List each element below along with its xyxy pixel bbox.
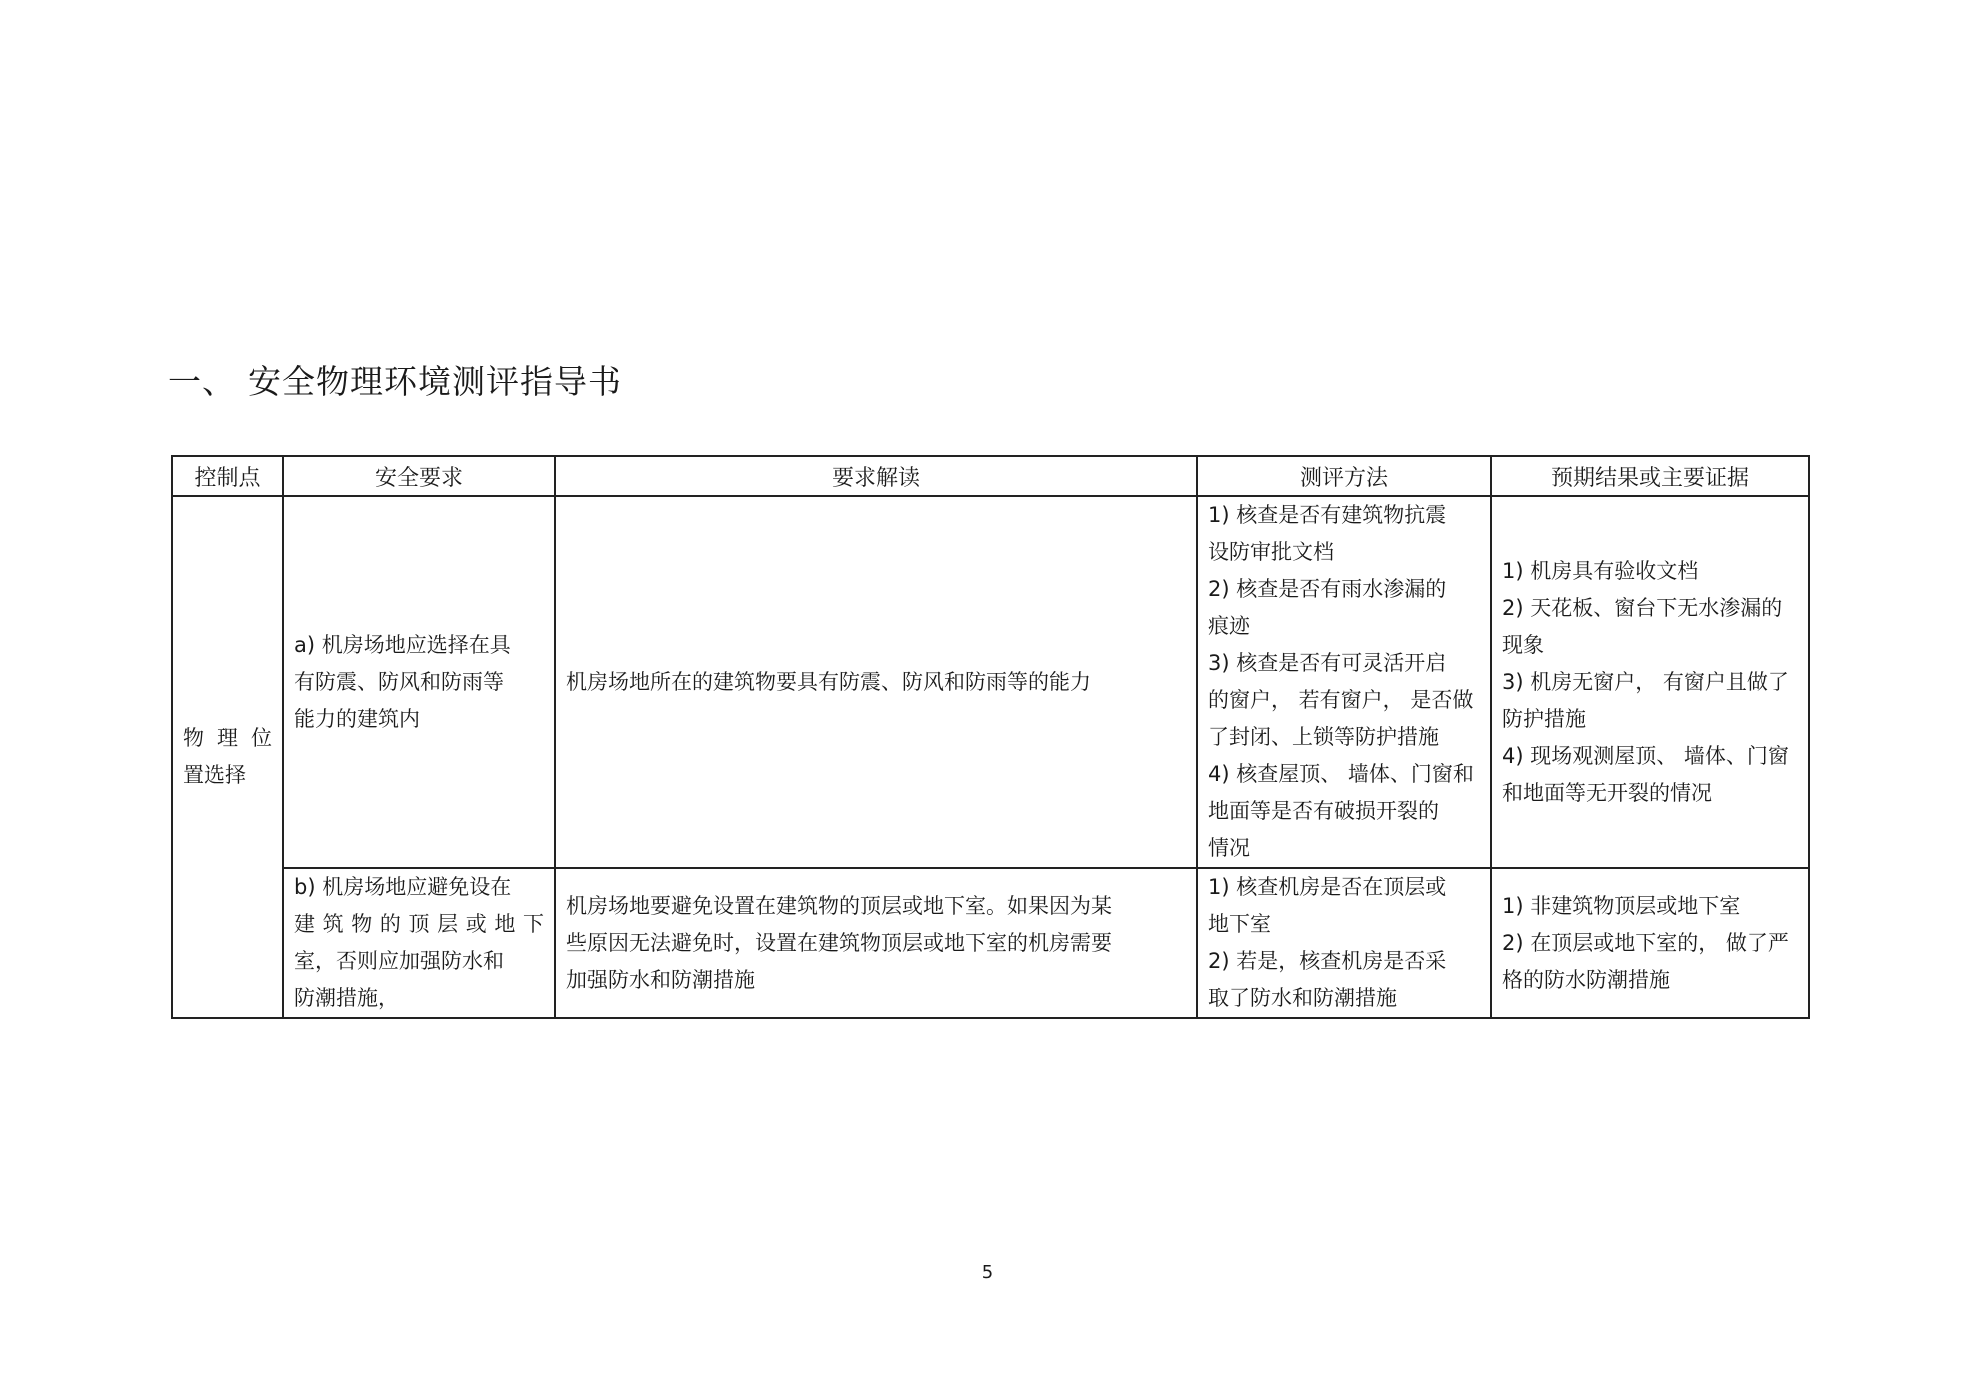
interpretation-line: 加强防水和防潮措施 <box>566 967 755 992</box>
method-line: 1) 核查机房是否在顶层或 <box>1208 875 1447 899</box>
method-line: 2) 核查是否有雨水渗漏的 <box>1208 577 1447 601</box>
evidence-line: 现象 <box>1502 632 1544 657</box>
header-evidence: 预期结果或主要证据 <box>1491 456 1809 496</box>
method-line: 1) 核查是否有建筑物抗震 <box>1208 503 1447 527</box>
method-line: 了封闭、上锁等防护措施 <box>1208 725 1439 749</box>
method-line: 痕迹 <box>1208 614 1250 638</box>
method-cell <box>1197 496 1491 868</box>
method-line: 情况 <box>1208 836 1250 860</box>
method-line: 地面等是否有破损开裂的 <box>1208 799 1439 823</box>
table-row <box>172 496 1809 868</box>
control-point-line: 置选择 <box>183 763 246 787</box>
evidence-line: 2) 在顶层或地下室的， 做了严 <box>1502 930 1789 955</box>
requirement-line: 室，否则应加强防水和 <box>294 949 504 973</box>
interpretation-line: 机房场地要避免设置在建筑物的顶层或地下室。如果因为某 <box>566 893 1112 918</box>
page-number: 5 <box>981 1262 994 1283</box>
requirements-table <box>171 455 1810 1019</box>
method-line: 2) 若是，核查机房是否采 <box>1208 949 1447 973</box>
method-line: 设防审批文档 <box>1208 540 1334 564</box>
requirement-line: 能力的建筑内 <box>294 706 420 731</box>
requirement-line: 建 筑 物 的 顶 层 或 地 下 <box>294 912 544 936</box>
method-cell <box>1197 868 1491 1018</box>
evidence-line: 3) 机房无窗户， 有窗户且做了 <box>1502 669 1789 694</box>
requirement-line: a) 机房场地应选择在具 <box>294 632 511 657</box>
section-number: 一、 <box>168 362 236 401</box>
evidence-line: 4) 现场观测屋顶、 墙体、门窗 <box>1502 743 1789 768</box>
control-point-cell <box>172 496 283 1018</box>
requirement-cell <box>283 496 555 868</box>
method-line: 的窗户， 若有窗户， 是否做 <box>1208 688 1474 712</box>
evidence-line: 1) 机房具有验收文档 <box>1502 558 1699 583</box>
header-interpretation: 要求解读 <box>555 456 1197 496</box>
method-line: 4) 核查屋顶、 墙体、门窗和 <box>1208 762 1474 786</box>
header-method: 测评方法 <box>1197 456 1491 496</box>
requirement-line: b) 机房场地应避免设在 <box>294 875 512 899</box>
interpretation-cell <box>555 496 1197 868</box>
section-title <box>168 356 622 403</box>
method-line: 地下室 <box>1208 912 1271 936</box>
table-row <box>172 868 1809 1018</box>
evidence-cell <box>1491 868 1809 1018</box>
table-header-row <box>172 456 1809 496</box>
evidence-line: 1) 非建筑物顶层或地下室 <box>1502 893 1741 918</box>
control-point-line: 物 理 位 <box>183 726 272 750</box>
evidence-line: 2) 天花板、窗台下无水渗漏的 <box>1502 595 1783 620</box>
header-control-point: 控制点 <box>172 456 283 496</box>
method-line: 3) 核查是否有可灵活开启 <box>1208 651 1447 675</box>
evidence-line: 和地面等无开裂的情况 <box>1502 780 1712 805</box>
section-title-text: 安全物理环境测评指导书 <box>248 362 622 401</box>
evidence-line: 格的防水防潮措施 <box>1502 967 1670 992</box>
interpretation-line: 机房场地所在的建筑物要具有防震、防风和防雨等的能力 <box>566 669 1091 694</box>
evidence-line: 防护措施 <box>1502 706 1586 731</box>
header-requirement: 安全要求 <box>283 456 555 496</box>
requirement-line: 有防震、防风和防雨等 <box>294 669 504 694</box>
requirement-cell <box>283 868 555 1018</box>
interpretation-line: 些原因无法避免时，设置在建筑物顶层或地下室的机房需要 <box>566 930 1112 955</box>
interpretation-cell <box>555 868 1197 1018</box>
method-line: 取了防水和防潮措施 <box>1208 986 1397 1010</box>
evidence-cell <box>1491 496 1809 868</box>
requirement-line: 防潮措施， <box>294 986 399 1010</box>
